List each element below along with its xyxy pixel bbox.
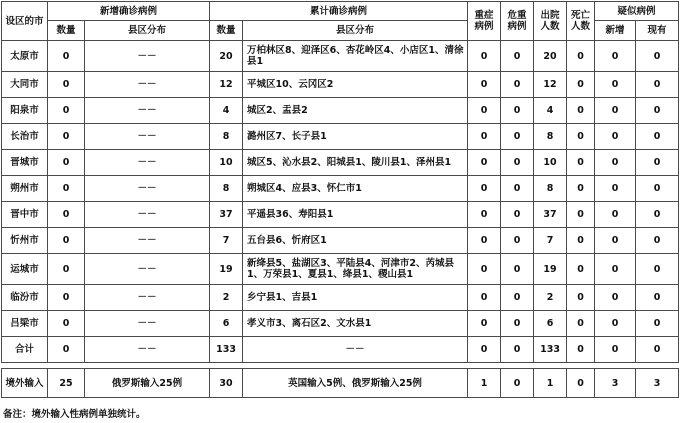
suspected-new-cell: 0 <box>595 202 636 228</box>
suspected-current-cell: 0 <box>636 285 679 311</box>
deaths-cell: 0 <box>567 41 595 72</box>
new-district-cell: －－ <box>85 228 210 254</box>
header-suspected: 疑似病例 <box>595 2 679 21</box>
cum-count-cell: 10 <box>210 150 243 176</box>
discharged-cell: 37 <box>534 202 567 228</box>
suspected-new-cell: 0 <box>595 41 636 72</box>
total-row <box>2 337 679 363</box>
cum-district-cell: 乡宁县1、吉县1 <box>243 285 468 311</box>
table-row <box>2 41 679 72</box>
critical-cell: 0 <box>501 254 534 285</box>
suspected-current-cell: 0 <box>636 254 679 285</box>
severe-cell: 0 <box>468 176 501 202</box>
cum-district-cell: 五台县6、忻府区1 <box>243 228 468 254</box>
new-count-cell: 0 <box>48 41 85 72</box>
cum-district-cell: 潞州区7、长子县1 <box>243 124 468 150</box>
deaths-cell: 0 <box>567 72 595 98</box>
new-count-cell: 0 <box>48 285 85 311</box>
cum-district-cell: 城区2、盂县2 <box>243 98 468 124</box>
header-critical: 危重病例 <box>501 2 534 41</box>
table-body <box>2 2 679 398</box>
city-cell: 晋中市 <box>2 202 48 228</box>
suspected-current-cell: 0 <box>636 41 679 72</box>
deaths-cell: 0 <box>567 254 595 285</box>
suspected-current-cell: 0 <box>636 98 679 124</box>
critical-cell: 0 <box>501 369 534 398</box>
new-count-cell: 0 <box>48 176 85 202</box>
table-row <box>2 98 679 124</box>
severe-cell: 0 <box>468 124 501 150</box>
suspected-new-cell: 0 <box>595 337 636 363</box>
suspected-new-cell: 0 <box>595 150 636 176</box>
critical-cell: 0 <box>501 150 534 176</box>
cum-count-cell: 19 <box>210 254 243 285</box>
new-count-cell: 25 <box>48 369 85 398</box>
deaths-cell: 0 <box>567 176 595 202</box>
table-row <box>2 311 679 337</box>
header-cum-count: 数量 <box>210 21 243 41</box>
suspected-new-cell: 0 <box>595 311 636 337</box>
discharged-cell: 7 <box>534 228 567 254</box>
cum-count-cell: 12 <box>210 72 243 98</box>
deaths-cell: 0 <box>567 311 595 337</box>
deaths-cell: 0 <box>567 98 595 124</box>
severe-cell: 0 <box>468 72 501 98</box>
header-new-count: 数量 <box>48 21 85 41</box>
cum-district-cell: 城区5、沁水县2、阳城县1、陵川县1、泽州县1 <box>243 150 468 176</box>
deaths-cell: 0 <box>567 369 595 398</box>
header-deaths: 死亡人数 <box>567 2 595 41</box>
suspected-new-cell: 3 <box>595 369 636 398</box>
cum-district-cell: 英国输入5例、俄罗斯输入25例 <box>243 369 468 398</box>
cum-count-cell: 37 <box>210 202 243 228</box>
severe-cell: 0 <box>468 311 501 337</box>
deaths-cell: 0 <box>567 150 595 176</box>
suspected-current-cell: 0 <box>636 72 679 98</box>
cum-count-cell: 20 <box>210 41 243 72</box>
header-discharged: 出院人数 <box>534 2 567 41</box>
header-new-district: 县区分布 <box>85 21 210 41</box>
discharged-cell: 4 <box>534 98 567 124</box>
new-count-cell: 0 <box>48 254 85 285</box>
critical-cell: 0 <box>501 311 534 337</box>
overseas-row <box>2 369 679 398</box>
new-district-cell: －－ <box>85 176 210 202</box>
cum-count-cell: 133 <box>210 337 243 363</box>
critical-cell: 0 <box>501 202 534 228</box>
cum-district-cell: 新绛县5、盐湖区3、平陆县4、河津市2、芮城县1、万荣县1、夏县1、绛县1、稷山县1 <box>243 254 468 285</box>
deaths-cell: 0 <box>567 337 595 363</box>
header-suspected-current: 现有 <box>636 21 679 41</box>
new-district-cell: －－ <box>85 254 210 285</box>
critical-cell: 0 <box>501 72 534 98</box>
cum-district-cell: 平遥县36、寿阳县1 <box>243 202 468 228</box>
table-row <box>2 202 679 228</box>
suspected-current-cell: 0 <box>636 124 679 150</box>
header-severe: 重症病例 <box>468 2 501 41</box>
new-count-cell: 0 <box>48 311 85 337</box>
suspected-new-cell: 0 <box>595 228 636 254</box>
deaths-cell: 0 <box>567 228 595 254</box>
table-row <box>2 254 679 285</box>
cum-district-cell: 孝义市3、离石区2、文水县1 <box>243 311 468 337</box>
severe-cell: 0 <box>468 228 501 254</box>
city-cell: 朔州市 <box>2 176 48 202</box>
discharged-cell: 19 <box>534 254 567 285</box>
cum-district-cell: －－ <box>243 337 468 363</box>
suspected-current-cell: 3 <box>636 369 679 398</box>
new-count-cell: 0 <box>48 228 85 254</box>
suspected-new-cell: 0 <box>595 285 636 311</box>
new-count-cell: 0 <box>48 202 85 228</box>
deaths-cell: 0 <box>567 285 595 311</box>
city-cell: 大同市 <box>2 72 48 98</box>
critical-cell: 0 <box>501 285 534 311</box>
cum-district-cell: 朔城区4、应县3、怀仁市1 <box>243 176 468 202</box>
discharged-cell: 8 <box>534 124 567 150</box>
suspected-current-cell: 0 <box>636 202 679 228</box>
table-row <box>2 176 679 202</box>
table-row <box>2 228 679 254</box>
city-cell: 运城市 <box>2 254 48 285</box>
header-new-confirmed: 新增确诊病例 <box>48 2 210 21</box>
critical-cell: 0 <box>501 337 534 363</box>
suspected-new-cell: 0 <box>595 254 636 285</box>
footnote: 备注：境外输入性病例单独统计。 <box>3 409 146 420</box>
discharged-cell: 133 <box>534 337 567 363</box>
cum-count-cell: 30 <box>210 369 243 398</box>
discharged-cell: 6 <box>534 311 567 337</box>
city-cell: 临汾市 <box>2 285 48 311</box>
suspected-current-cell: 0 <box>636 150 679 176</box>
severe-cell: 0 <box>468 41 501 72</box>
critical-cell: 0 <box>501 176 534 202</box>
table-row <box>2 285 679 311</box>
new-district-cell: 俄罗斯输入25例 <box>85 369 210 398</box>
header-city: 设区的市 <box>2 2 48 41</box>
severe-cell: 1 <box>468 369 501 398</box>
table-row <box>2 150 679 176</box>
city-cell: 忻州市 <box>2 228 48 254</box>
critical-cell: 0 <box>501 124 534 150</box>
discharged-cell: 20 <box>534 41 567 72</box>
header-suspected-new: 新增 <box>595 21 636 41</box>
new-district-cell: －－ <box>85 150 210 176</box>
new-district-cell: －－ <box>85 337 210 363</box>
deaths-cell: 0 <box>567 202 595 228</box>
discharged-cell: 1 <box>534 369 567 398</box>
critical-cell: 0 <box>501 228 534 254</box>
discharged-cell: 8 <box>534 176 567 202</box>
discharged-cell: 10 <box>534 150 567 176</box>
suspected-current-cell: 0 <box>636 176 679 202</box>
new-district-cell: －－ <box>85 72 210 98</box>
new-count-cell: 0 <box>48 72 85 98</box>
critical-cell: 0 <box>501 98 534 124</box>
cum-count-cell: 8 <box>210 124 243 150</box>
deaths-cell: 0 <box>567 124 595 150</box>
new-district-cell: －－ <box>85 285 210 311</box>
suspected-current-cell: 0 <box>636 337 679 363</box>
table-row <box>2 72 679 98</box>
discharged-cell: 2 <box>534 285 567 311</box>
suspected-new-cell: 0 <box>595 72 636 98</box>
cum-district-cell: 万柏林区8、迎泽区6、杏花岭区4、小店区1、清徐县1 <box>243 41 468 72</box>
critical-cell: 0 <box>501 41 534 72</box>
suspected-current-cell: 0 <box>636 311 679 337</box>
new-district-cell: －－ <box>85 202 210 228</box>
severe-cell: 0 <box>468 150 501 176</box>
city-cell: 合计 <box>2 337 48 363</box>
severe-cell: 0 <box>468 202 501 228</box>
cum-count-cell: 4 <box>210 98 243 124</box>
cum-count-cell: 8 <box>210 176 243 202</box>
city-cell: 晋城市 <box>2 150 48 176</box>
suspected-new-cell: 0 <box>595 176 636 202</box>
city-cell: 长治市 <box>2 124 48 150</box>
cum-count-cell: 2 <box>210 285 243 311</box>
city-cell: 阳泉市 <box>2 98 48 124</box>
severe-cell: 0 <box>468 285 501 311</box>
new-district-cell: －－ <box>85 124 210 150</box>
cum-district-cell: 平城区10、云冈区2 <box>243 72 468 98</box>
discharged-cell: 12 <box>534 72 567 98</box>
covid-case-table <box>1 1 679 398</box>
new-count-cell: 0 <box>48 150 85 176</box>
severe-cell: 0 <box>468 337 501 363</box>
new-count-cell: 0 <box>48 98 85 124</box>
header-cumulative-confirmed: 累计确诊病例 <box>210 2 468 21</box>
suspected-new-cell: 0 <box>595 124 636 150</box>
new-district-cell: －－ <box>85 98 210 124</box>
cum-count-cell: 6 <box>210 311 243 337</box>
severe-cell: 0 <box>468 98 501 124</box>
severe-cell: 0 <box>468 254 501 285</box>
table-row <box>2 124 679 150</box>
new-district-cell: －－ <box>85 311 210 337</box>
suspected-new-cell: 0 <box>595 98 636 124</box>
header-row-1 <box>2 2 679 21</box>
cum-count-cell: 7 <box>210 228 243 254</box>
suspected-current-cell: 0 <box>636 228 679 254</box>
header-cum-district: 县区分布 <box>243 21 468 41</box>
city-cell: 境外输入 <box>2 369 48 398</box>
new-count-cell: 0 <box>48 337 85 363</box>
new-count-cell: 0 <box>48 124 85 150</box>
city-cell: 吕梁市 <box>2 311 48 337</box>
city-cell: 太原市 <box>2 41 48 72</box>
new-district-cell: －－ <box>85 41 210 72</box>
